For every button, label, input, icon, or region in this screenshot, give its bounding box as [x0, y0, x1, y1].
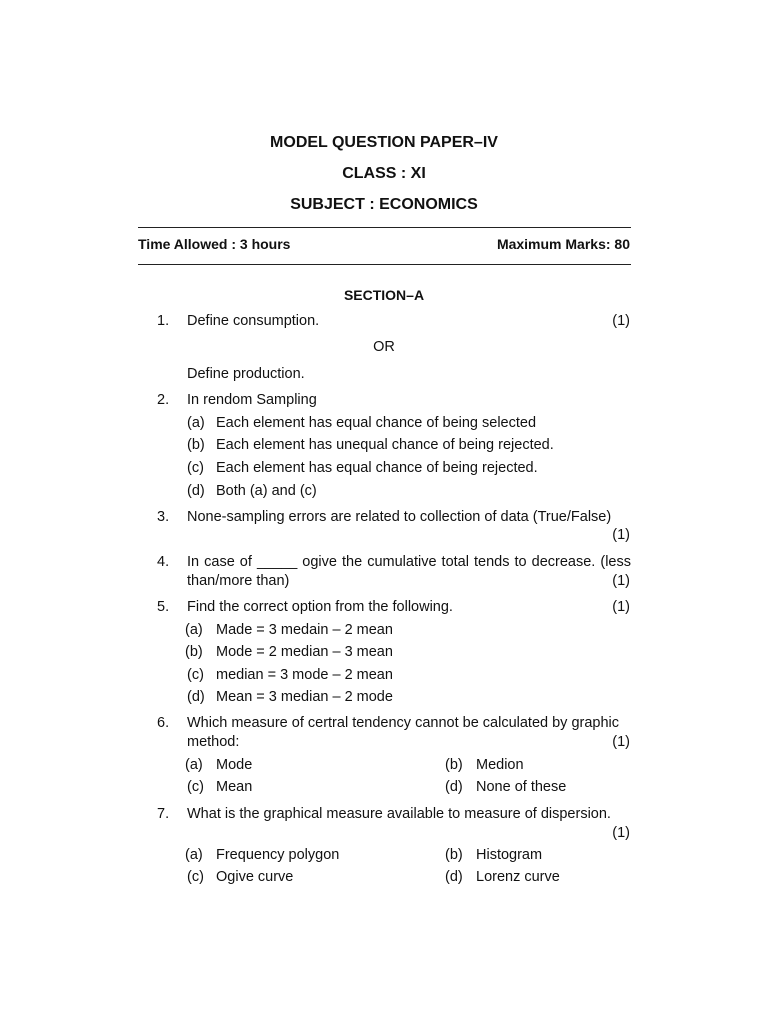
- option-text: Mean: [216, 779, 253, 795]
- option-text: Medion: [476, 757, 524, 773]
- question-text: None-sampling errors are related to collection of data (True/False): [187, 509, 612, 525]
- option-text: Ogive curve: [216, 869, 294, 885]
- option-label: (b): [445, 847, 463, 863]
- bottom-divider: [138, 264, 631, 265]
- option-label: (b): [185, 644, 203, 660]
- option-text: Each element has equal chance of being selected: [216, 415, 537, 431]
- question-number: 5.: [157, 599, 170, 615]
- option-label: (d): [187, 689, 205, 705]
- question-number: 2.: [157, 392, 170, 408]
- maximum-marks: Maximum Marks: 80: [496, 236, 630, 252]
- option-text: Mode = 2 median – 3 mean: [216, 644, 393, 660]
- question-marks: (1): [612, 313, 630, 329]
- question-text-continued: than/more than): [187, 573, 290, 589]
- paper-title: MODEL QUESTION PAPER–IV: [270, 134, 498, 151]
- question-number: 3.: [157, 509, 170, 525]
- option-label: (d): [445, 779, 463, 795]
- option-label: (a): [185, 847, 203, 863]
- option-label: (a): [185, 622, 203, 638]
- option-text: Histogram: [476, 847, 543, 863]
- option-label: (b): [187, 437, 205, 453]
- option-text: median = 3 mode – 2 mean: [216, 667, 393, 683]
- option-text: Each element has equal chance of being rejected.: [216, 460, 538, 476]
- question-text-continued: method:: [187, 734, 240, 750]
- question-marks: (1): [612, 734, 630, 750]
- question-number: 6.: [157, 715, 170, 731]
- option-label: (c): [187, 460, 204, 476]
- option-text: Frequency polygon: [216, 847, 340, 863]
- question-marks: (1): [612, 599, 630, 615]
- or-separator: OR: [373, 339, 395, 355]
- option-text: Lorenz curve: [476, 869, 560, 885]
- option-label: (c): [187, 869, 204, 885]
- question-marks: (1): [612, 573, 630, 589]
- option-text: Mode: [216, 757, 253, 773]
- class-line: CLASS : XI: [342, 165, 426, 182]
- subject-line: SUBJECT : ECONOMICS: [290, 196, 478, 213]
- option-text: Mean = 3 median – 2 mode: [216, 689, 393, 705]
- option-label: (a): [187, 415, 205, 431]
- option-text: Made = 3 medain – 2 mean: [216, 622, 393, 638]
- option-label: (d): [187, 483, 205, 499]
- question-text: Find the correct option from the following.: [187, 599, 453, 615]
- question-number: 7.: [157, 806, 170, 822]
- time-allowed: Time Allowed : 3 hours: [138, 236, 291, 252]
- question-alt-text: Define production.: [187, 366, 305, 382]
- question-text: What is the graphical measure available to measure of dispersion.: [187, 806, 611, 822]
- top-divider: [138, 227, 631, 228]
- question-number: 4.: [157, 554, 170, 570]
- option-label: (d): [445, 869, 463, 885]
- option-label: (c): [187, 779, 204, 795]
- option-text: Both (a) and (c): [216, 483, 317, 499]
- option-label: (b): [445, 757, 463, 773]
- section-heading: SECTION–A: [343, 287, 425, 303]
- question-text: In case of _____ ogive the cumulative total tends to decrease. (less: [187, 554, 631, 570]
- question-number: 1.: [157, 313, 170, 329]
- option-text: Each element has unequal chance of being rejected.: [216, 437, 554, 453]
- question-marks: (1): [612, 527, 630, 543]
- option-label: (a): [185, 757, 203, 773]
- option-label: (c): [187, 667, 204, 683]
- question-text: Which measure of certral tendency cannot be calculated by graphic: [187, 715, 620, 731]
- question-marks: (1): [612, 825, 630, 841]
- option-text: None of these: [476, 779, 567, 795]
- question-text: In rendom Sampling: [187, 392, 317, 408]
- question-text: Define consumption.: [187, 313, 320, 329]
